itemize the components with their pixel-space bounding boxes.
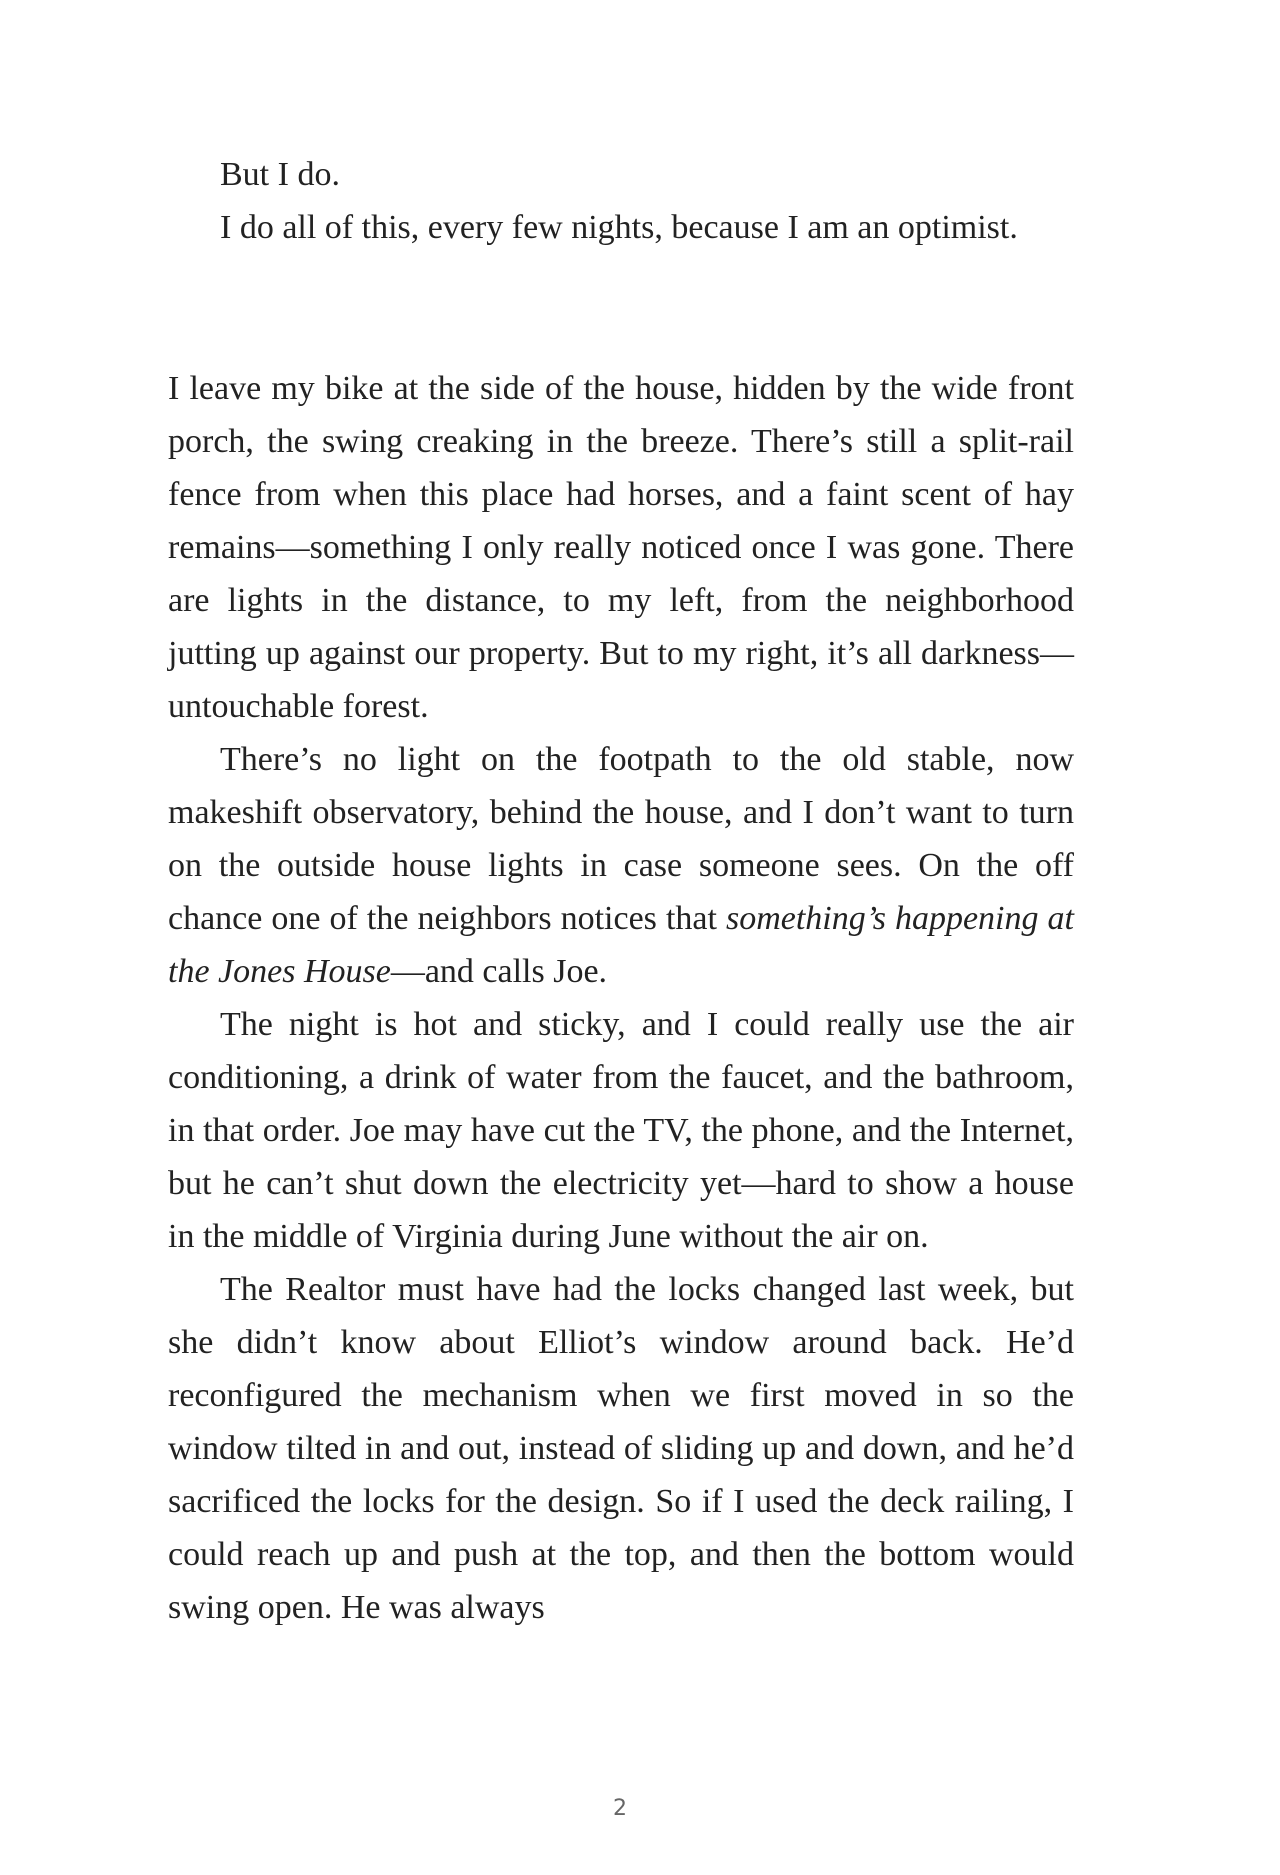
opening-section (168, 148, 1074, 254)
paragraph-footpath-end: —and calls Joe. (390, 953, 608, 990)
paragraph-realtor: The Realtor must have had the locks changed last week, but she didn’t know about Elliot’s window around back. He’d reconfigured the mechanism when we first moved in so the window tilted in and out, instead of sliding up and down, and he’d sacrificed the locks for the design. So if I used the deck railing, I could reach up and push at the top, and then the bottom would swing open. He was always (168, 1271, 1074, 1626)
main-section (168, 362, 1074, 1634)
paragraph-footpath-italic: something’s happening at the Jones House (168, 900, 1074, 990)
page-number: 2 (613, 1796, 627, 1821)
paragraph-optimist: I do all of this, every few nights, because I am an optimist. (220, 209, 1018, 246)
paragraph-footpath-text: There’s no light on the footpath to the old stable, now makeshift observatory, behind the house, and I don’t want to turn on the outside house lights in case someone sees. On the off chance one of the neighbors notices that (168, 741, 1074, 937)
paragraph-footpath (168, 733, 1074, 998)
paragraph-night: The night is hot and sticky, and I could really use the air conditioning, a drink of water from the faucet, and the bathroom, in that order. Joe may have cut the TV, the phone, and the Internet, but he can’t shut down the electricity yet—hard to show a house in the middle of Virginia during June without the air on. (168, 1006, 1074, 1255)
paragraph-but-i-do: But I do. (220, 156, 340, 193)
paragraph-bike: I leave my bike at the side of the house, hidden by the wide front porch, the swing creaking in the breeze. There’s still a split-rail fence from when this place had horses, and a faint scent of hay remains—something I only really noticed once I was gone. There are lights in the distance, to my left, from the neighborhood jutting up against our property. But to my right, it’s all darkness—untouchable forest. (168, 370, 1074, 725)
